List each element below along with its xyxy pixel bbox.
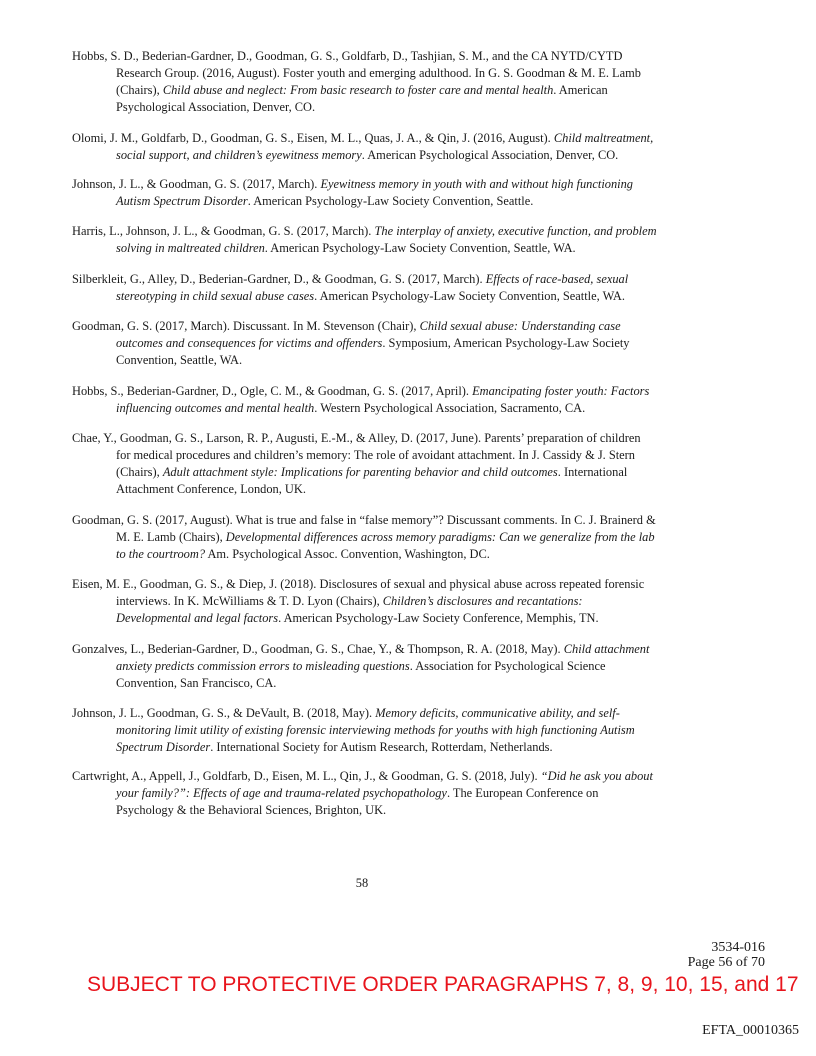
reference-entry: Goodman, G. S. (2017, March). Discussant. In M. Stevenson (Chair), Child sexual abuse: Understanding case outcomes and consequences for victims and offenders. Symposium, American Psychology-Law Society Convention, Seattle, WA. (72, 319, 630, 367)
reference-entry: Harris, L., Johnson, J. L., & Goodman, G. S. (2017, March). The interplay of anxiety, executive function, and problem solving in maltreated children. American Psychology-Law Society Convention, Seattle, WA. (72, 224, 657, 255)
reference-entry: Hobbs, S. D., Bederian-Gardner, D., Goodman, G. S., Goldfarb, D., Tashjian, S. M., and the CA NYTD/CYTD Research Group. (2016, August). Foster youth and emerging adulthood. In G. S. Goodman & M. E. Lamb (Chairs), Child abuse and neglect: From basic research to foster care and mental health. American Psychological Association, Denver, CO. (72, 49, 641, 114)
case-number: 3534-016 (711, 940, 765, 955)
reference-list (72, 48, 658, 833)
page-of-total: Page 56 of 70 (687, 955, 765, 970)
reference-entry: Cartwright, A., Appell, J., Goldfarb, D., Eisen, M. L., Qin, J., & Goodman, G. S. (2018, July). “Did he ask you about your family?”: Effects of age and trauma-related psychopathology. The European Conference on Psychology & the Behavioral Sciences, Brighton, UK. (72, 769, 653, 817)
reference-entry: Goodman, G. S. (2017, August). What is true and false in “false memory”? Discussant comments. In C. J. Brainerd & M. E. Lamb (Chairs), Developmental differences across memory paradigms: Can we generalize from the lab to the courtroom? Am. Psychological Assoc. Convention, Washington, DC. (72, 512, 656, 561)
reference-entry: Eisen, M. E., Goodman, G. S., & Diep, J. (2018). Disclosures of sexual and physical abuse across repeated forensic interviews. In K. McWilliams & T. D. Lyon (Chairs), Children’s disclosures and recantations: Developmental and legal factors. American Psychology-Law Society Conference, Memphis, TN. (72, 577, 645, 625)
protective-order-notice: SUBJECT TO PROTECTIVE ORDER PARAGRAPHS 7, 8, 9, 10, 15, and 17 (87, 973, 799, 996)
reference-entry: Olomi, J. M., Goldfarb, D., Goodman, G. S., Eisen, M. L., Quas, J. A., & Qin, J. (2016, August). Child maltreatment, social support, and children’s eyewitness memory. American Psychological Association, Denver, CO. (72, 130, 654, 162)
reference-entry: Silberkleit, G., Alley, D., Bederian-Gardner, D., & Goodman, G. S. (2017, March). Effects of race-based, sexual stereotyping in child sexual abuse cases. American Psychology-Law Society Convention, Seattle, WA. (72, 271, 629, 303)
reference-entry: Hobbs, S., Bederian-Gardner, D., Ogle, C. M., & Goodman, G. S. (2017, April). Emancipating foster youth: Factors influencing outcomes and mental health. Western Psychological Association, Sacramento, CA. (72, 383, 650, 415)
page-number: 58 (355, 876, 369, 890)
bates-number: EFTA_00010365 (702, 1023, 799, 1038)
reference-entry: Chae, Y., Goodman, G. S., Larson, R. P., Augusti, E.-M., & Alley, D. (2017, June). Parents’ preparation of children for medical procedures and children’s memory: The role of avoidant attachment. In J. Cassidy & J. Stern (Chairs), Adult attachment style: Implications for parenting behavior and child outcomes. International Attachment Conference, London, UK. (72, 431, 641, 496)
reference-entry: Johnson, J. L., Goodman, G. S., & DeVault, B. (2018, May). Memory deficits, communicative ability, and self-monitoring limit utility of existing forensic interviewing methods for youths with high functioning Autism Spectrum Disorder. International Society for Autism Research, Rotterdam, Netherlands. (72, 706, 635, 754)
reference-entry: Gonzalves, L., Bederian-Gardner, D., Goodman, G. S., Chae, Y., & Thompson, R. A. (2018, May). Child attachment anxiety predicts commission errors to misleading questions. Association for Psychological Science Convention, San Francisco, CA. (72, 641, 650, 690)
reference-entry: Johnson, J. L., & Goodman, G. S. (2017, March). Eyewitness memory in youth with and without high functioning Autism Spectrum Disorder. American Psychology-Law Society Convention, Seattle. (72, 176, 633, 208)
